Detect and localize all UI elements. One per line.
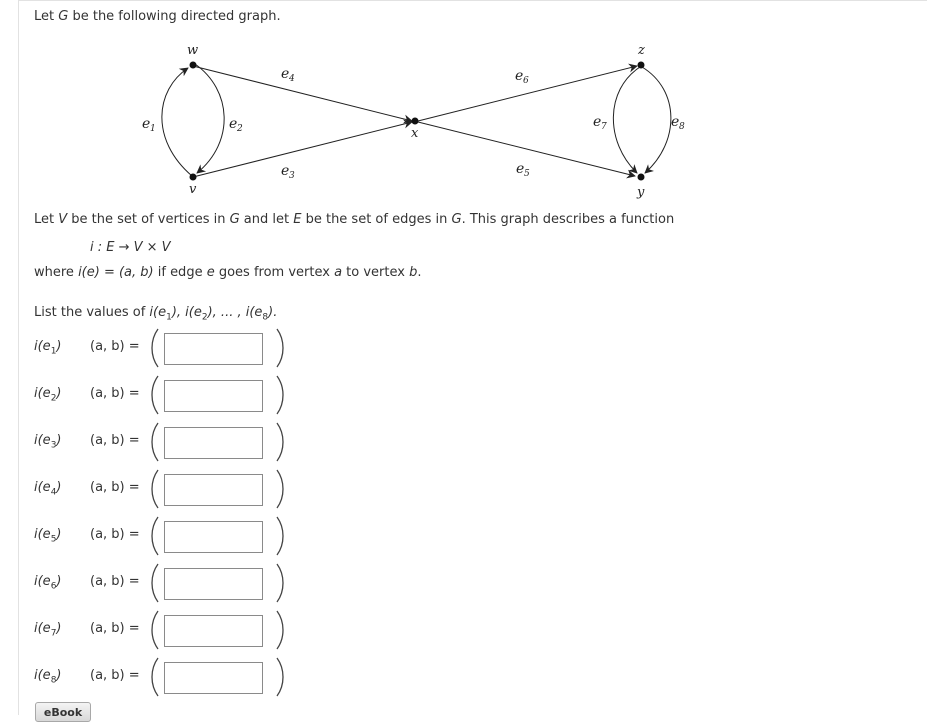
edge-e2 — [195, 64, 224, 173]
edge-e3 — [193, 122, 412, 177]
pair-label: (a, b) = — [90, 339, 140, 354]
svg-text:e: e — [515, 68, 524, 84]
svg-text:1: 1 — [150, 124, 156, 134]
intro-text — [34, 9, 281, 24]
edge-label-e6 — [515, 68, 529, 86]
answer-input[interactable] — [164, 333, 263, 365]
svg-text:e: e — [516, 161, 525, 177]
edge-e1 — [162, 68, 192, 176]
list-instruction: List the values of $i(e_1)$, $i(e_2)$, ... , $i(e_8)$. — [34, 305, 278, 323]
pair-label: (a, b) = — [90, 480, 140, 495]
left-divider — [18, 0, 19, 715]
svg-text:e: e — [142, 116, 151, 132]
answer-label: $i(e_6)$ — [34, 574, 62, 592]
function-definition: i : E → V × V — [90, 240, 171, 255]
pair-label: (a, b) = — [90, 574, 140, 589]
answer-label: $i(e_7)$ — [34, 621, 62, 639]
edge-e6 — [418, 66, 637, 121]
answer-row-e1 — [34, 330, 334, 370]
edge-label-e8 — [671, 114, 685, 132]
answer-row-e2 — [34, 377, 334, 417]
vertex-x-label: x — [411, 126, 419, 141]
pair-label: (a, b) = — [90, 527, 140, 542]
pair-label: (a, b) = — [90, 386, 140, 401]
pair-label: (a, b) = — [90, 668, 140, 683]
svg-text:4: 4 — [289, 74, 295, 84]
vertex-w-dot — [190, 62, 197, 69]
answer-input[interactable] — [164, 662, 263, 694]
left-paren — [150, 375, 160, 415]
svg-text:e: e — [281, 163, 290, 179]
answer-row-e3 — [34, 424, 334, 464]
edge-e4 — [193, 66, 412, 121]
answer-row-e6 — [34, 565, 334, 605]
edge-label-e4 — [281, 66, 295, 84]
left-paren — [150, 516, 160, 556]
edge-e8 — [642, 67, 671, 173]
left-paren — [150, 657, 160, 697]
answer-row-e8 — [34, 659, 334, 699]
right-paren — [275, 375, 285, 415]
right-paren — [275, 563, 285, 603]
where-text: where i(e) = (a, b) if edge e goes from vertex a to vertex b. — [34, 265, 422, 280]
answer-label: $i(e_5)$ — [34, 527, 62, 545]
vertex-w-label: w — [187, 43, 199, 58]
svg-text:6: 6 — [523, 76, 529, 86]
answer-input[interactable] — [164, 380, 263, 412]
left-paren — [150, 328, 160, 368]
left-paren — [150, 422, 160, 462]
right-paren — [275, 610, 285, 650]
edge-label-e2 — [229, 116, 243, 134]
directed-graph — [100, 30, 720, 210]
intro-var: G — [58, 9, 69, 24]
vertex-v-label: v — [189, 182, 197, 197]
svg-text:e: e — [671, 114, 680, 130]
svg-text:3: 3 — [289, 171, 295, 181]
right-paren — [275, 422, 285, 462]
answer-label: $i(e_3)$ — [34, 433, 62, 451]
vertex-y-dot — [638, 174, 645, 181]
vertex-y-label: y — [637, 185, 645, 200]
answer-input[interactable] — [164, 474, 263, 506]
edge-e7 — [613, 67, 640, 173]
ebook-button[interactable]: eBook — [35, 702, 91, 722]
vertex-v-dot — [190, 174, 197, 181]
edge-label-e7 — [593, 114, 607, 132]
answer-label: $i(e_1)$ — [34, 339, 62, 357]
svg-text:7: 7 — [601, 122, 607, 132]
svg-text:8: 8 — [679, 122, 685, 132]
intro-suffix: be the following directed graph. — [68, 9, 281, 24]
answer-row-e7 — [34, 612, 334, 652]
left-paren — [150, 563, 160, 603]
right-paren — [275, 516, 285, 556]
vertex-z-label: z — [638, 43, 645, 58]
answer-row-e4 — [34, 471, 334, 511]
right-paren — [275, 657, 285, 697]
vertex-x-dot — [412, 118, 419, 125]
answer-input[interactable] — [164, 615, 263, 647]
right-paren — [275, 469, 285, 509]
svg-text:e: e — [593, 114, 602, 130]
answer-label: $i(e_8)$ — [34, 668, 62, 686]
answer-label: $i(e_2)$ — [34, 386, 62, 404]
answer-label: $i(e_4)$ — [34, 480, 62, 498]
svg-text:2: 2 — [237, 124, 243, 134]
answer-row-e5 — [34, 518, 334, 558]
svg-text:e: e — [281, 66, 290, 82]
edge-label-e5 — [516, 161, 530, 179]
left-paren — [150, 469, 160, 509]
pair-label: (a, b) = — [90, 433, 140, 448]
answer-input[interactable] — [164, 568, 263, 600]
answer-input[interactable] — [164, 521, 263, 553]
intro-prefix: Let — [34, 9, 59, 24]
edge-label-e3 — [281, 163, 295, 181]
svg-text:5: 5 — [524, 169, 530, 179]
answer-input[interactable] — [164, 427, 263, 459]
description-text: Let V be the set of vertices in G and let E be the set of edges in G. This graph describes a function — [34, 212, 675, 227]
top-divider — [18, 0, 927, 1]
edge-label-e1 — [142, 116, 156, 134]
vertex-z-dot — [638, 62, 645, 69]
left-paren — [150, 610, 160, 650]
right-paren — [275, 328, 285, 368]
pair-label: (a, b) = — [90, 621, 140, 636]
svg-text:e: e — [229, 116, 238, 132]
